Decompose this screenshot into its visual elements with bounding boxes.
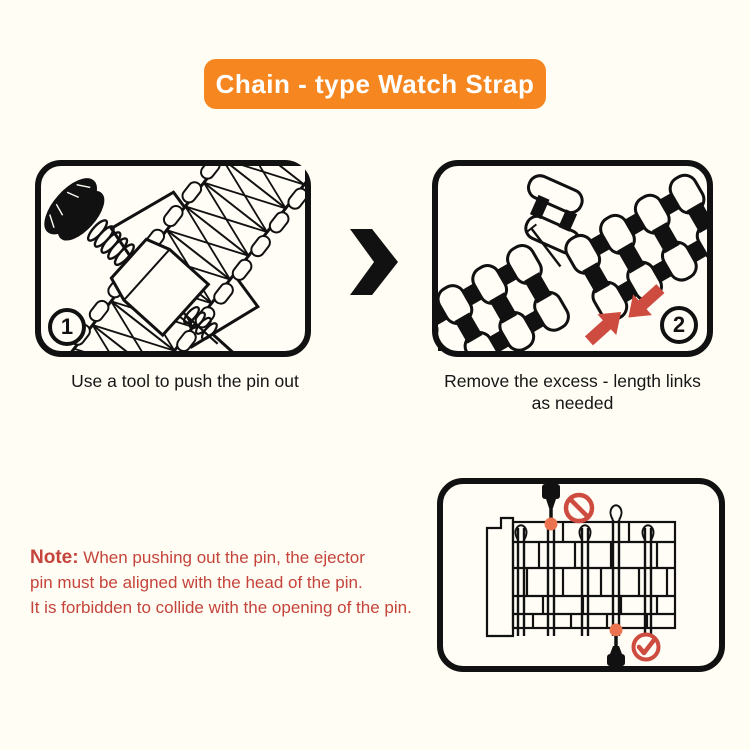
pin-alignment-detail-panel [437,478,725,672]
pin-head-dot [610,624,623,637]
pin-alignment-illustration [443,484,719,666]
note-label: Note: [30,547,79,568]
ejector-pin-bottom [607,636,625,666]
pin-head-dot [545,518,558,531]
next-step-chevron-icon [350,229,398,295]
step2-number-badge: 2 [660,306,698,344]
title-banner [204,59,546,109]
step1-panel [35,160,311,357]
step2-caption: Remove the excess - length links as needed [444,371,701,413]
ejector-pin-top [542,484,560,518]
note-text: Note: When pushing out the pin, the ejector pin must be aligned with the head of the pin. It is forbidden to collide with the opening of the pin. [30,547,412,617]
prohibition-icon [566,495,592,521]
step2-panel [432,160,713,357]
step1-caption: Use a tool to push the pin out [71,371,299,391]
ejector-needle [212,334,252,351]
check-circle-icon [634,635,659,660]
link-pins [515,505,653,636]
page-title: Chain - type Watch Strap [215,68,535,99]
step1-number-badge: 1 [48,308,86,346]
